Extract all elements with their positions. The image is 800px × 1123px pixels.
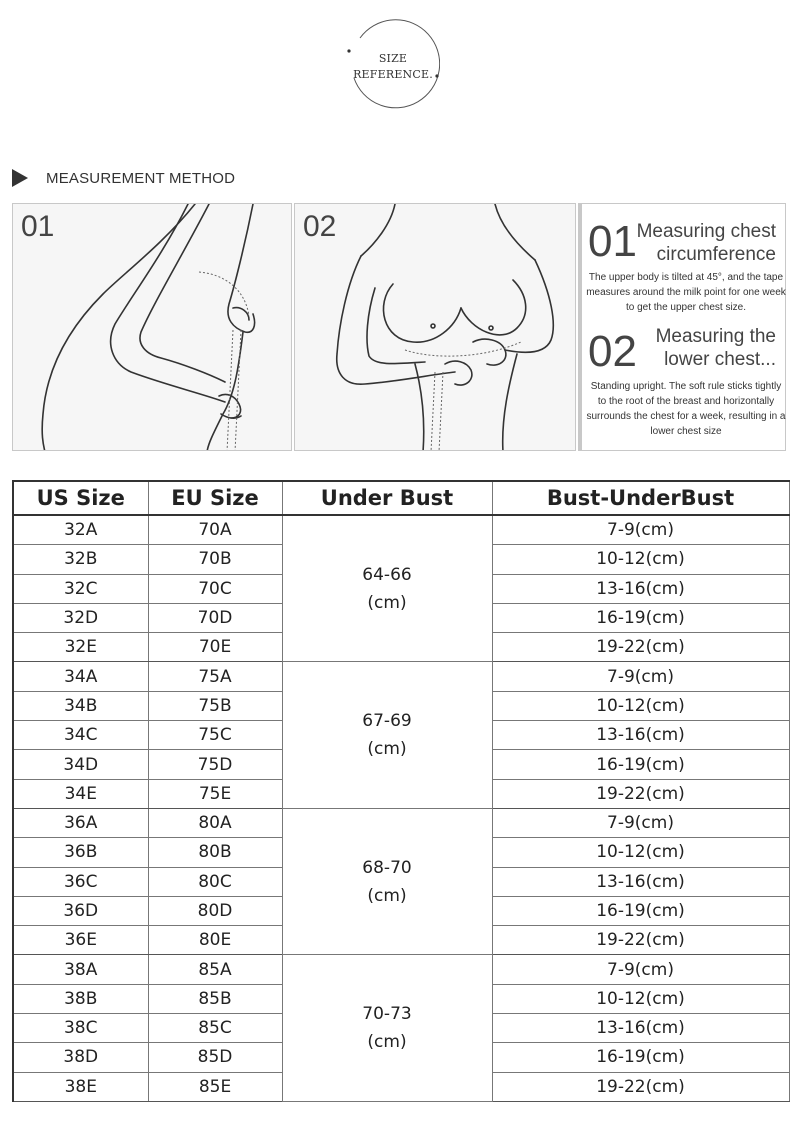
header-under-bust: Under Bust — [282, 481, 492, 515]
us-size-cell: 34B — [13, 691, 148, 720]
bust-underbust-cell: 7-9(cm) — [492, 515, 789, 545]
eu-size-cell: 80C — [148, 867, 282, 896]
illustration-panel-02 — [294, 203, 576, 451]
under-bust-line: 68-70 — [362, 857, 412, 878]
side-view-measuring-icon — [13, 204, 292, 451]
panel-number: 01 — [21, 210, 55, 243]
us-size-cell: 38C — [13, 1014, 148, 1043]
eu-size-cell: 75B — [148, 691, 282, 720]
us-size-cell: 38A — [13, 955, 148, 984]
bust-underbust-cell: 19-22(cm) — [492, 926, 789, 955]
us-size-cell: 32C — [13, 574, 148, 603]
bust-underbust-cell: 13-16(cm) — [492, 574, 789, 603]
front-view-measuring-icon — [295, 204, 576, 451]
under-bust-cell — [282, 662, 492, 808]
play-triangle-icon — [12, 169, 28, 187]
under-bust-cell — [282, 515, 492, 662]
panel-number: 02 — [303, 210, 337, 243]
under-bust-cell — [282, 955, 492, 1101]
us-size-cell: 34A — [13, 662, 148, 691]
logo-line-1: SIZE — [378, 52, 408, 65]
header-eu-size: EU Size — [148, 481, 282, 515]
us-size-cell: 34D — [13, 750, 148, 779]
us-size-cell: 38E — [13, 1072, 148, 1101]
eu-size-cell: 70A — [148, 515, 282, 545]
logo-line-2: REFERENCE. — [353, 68, 433, 81]
bust-underbust-cell: 7-9(cm) — [492, 808, 789, 837]
table-row — [13, 515, 789, 545]
header-us-size: US Size — [13, 481, 148, 515]
us-size-cell: 32E — [13, 633, 148, 662]
under-bust-line: (cm) — [367, 739, 407, 760]
bust-underbust-cell: 19-22(cm) — [492, 1072, 789, 1101]
bust-underbust-cell: 13-16(cm) — [492, 867, 789, 896]
eu-size-cell: 85C — [148, 1014, 282, 1043]
table-row — [13, 955, 789, 984]
bust-underbust-cell: 19-22(cm) — [492, 633, 789, 662]
eu-size-cell: 70D — [148, 603, 282, 632]
eu-size-cell: 85E — [148, 1072, 282, 1101]
bust-underbust-cell: 7-9(cm) — [492, 955, 789, 984]
instruction-title: Measuring chest circumference — [636, 221, 776, 265]
bust-underbust-cell: 16-19(cm) — [492, 750, 789, 779]
bust-underbust-cell: 16-19(cm) — [492, 603, 789, 632]
bust-underbust-cell: 10-12(cm) — [492, 984, 789, 1013]
bust-underbust-cell: 10-12(cm) — [492, 838, 789, 867]
eu-size-cell: 80A — [148, 808, 282, 837]
under-bust-line: (cm) — [367, 885, 407, 906]
eu-size-cell: 70B — [148, 545, 282, 574]
eu-size-cell: 75A — [148, 662, 282, 691]
us-size-cell: 34E — [13, 779, 148, 808]
eu-size-cell: 75D — [148, 750, 282, 779]
eu-size-cell: 85A — [148, 955, 282, 984]
under-bust-line: (cm) — [367, 1032, 407, 1053]
size-reference-logo — [346, 18, 440, 112]
bust-underbust-cell: 7-9(cm) — [492, 662, 789, 691]
measurement-instructions — [578, 203, 786, 451]
under-bust-line: (cm) — [367, 592, 407, 613]
under-bust-line: 67-69 — [362, 711, 412, 732]
under-bust-cell — [282, 808, 492, 954]
eu-size-cell: 80D — [148, 896, 282, 925]
eu-size-cell: 70E — [148, 633, 282, 662]
eu-size-cell: 80B — [148, 838, 282, 867]
bust-underbust-cell: 16-19(cm) — [492, 1043, 789, 1072]
eu-size-cell: 70C — [148, 574, 282, 603]
bust-underbust-cell: 13-16(cm) — [492, 721, 789, 750]
us-size-cell: 36E — [13, 926, 148, 955]
instruction-number: 01 — [588, 217, 637, 266]
bust-underbust-cell: 10-12(cm) — [492, 691, 789, 720]
illustration-panel-01 — [12, 203, 292, 451]
logo-text — [346, 51, 440, 83]
bust-underbust-cell: 16-19(cm) — [492, 896, 789, 925]
header-bust-underbust: Bust-UnderBust — [492, 481, 789, 515]
us-size-cell: 38B — [13, 984, 148, 1013]
instruction-description: The upper body is tilted at 45°, and the tape measures around the milk point for one week to get the upper chest size. — [586, 272, 786, 313]
eu-size-cell: 75E — [148, 779, 282, 808]
size-chart-table — [12, 480, 790, 1102]
us-size-cell: 34C — [13, 721, 148, 750]
us-size-cell: 36B — [13, 838, 148, 867]
us-size-cell: 32D — [13, 603, 148, 632]
instruction-description: Standing upright. The soft rule sticks tightly to the root of the breast and horizontally surrounds the chest for a week, resulting in a lower chest size — [586, 381, 786, 437]
section-header — [12, 168, 235, 188]
table-row — [13, 808, 789, 837]
us-size-cell: 36C — [13, 867, 148, 896]
bust-underbust-cell: 13-16(cm) — [492, 1014, 789, 1043]
us-size-cell: 38D — [13, 1043, 148, 1072]
bust-underbust-cell: 19-22(cm) — [492, 779, 789, 808]
eu-size-cell: 85D — [148, 1043, 282, 1072]
instruction-number: 02 — [588, 327, 637, 376]
eu-size-cell: 80E — [148, 926, 282, 955]
eu-size-cell: 85B — [148, 984, 282, 1013]
bust-underbust-cell: 10-12(cm) — [492, 545, 789, 574]
size-table-body — [13, 515, 789, 1101]
eu-size-cell: 75C — [148, 721, 282, 750]
table-header-row — [13, 481, 789, 515]
instruction-title: Measuring the lower chest... — [655, 326, 776, 370]
us-size-cell: 36A — [13, 808, 148, 837]
table-row — [13, 662, 789, 691]
section-title: MEASUREMENT METHOD — [46, 169, 236, 187]
us-size-cell: 32A — [13, 515, 148, 545]
us-size-cell: 36D — [13, 896, 148, 925]
under-bust-line: 70-73 — [362, 1004, 412, 1025]
under-bust-line: 64-66 — [362, 564, 412, 585]
us-size-cell: 32B — [13, 545, 148, 574]
